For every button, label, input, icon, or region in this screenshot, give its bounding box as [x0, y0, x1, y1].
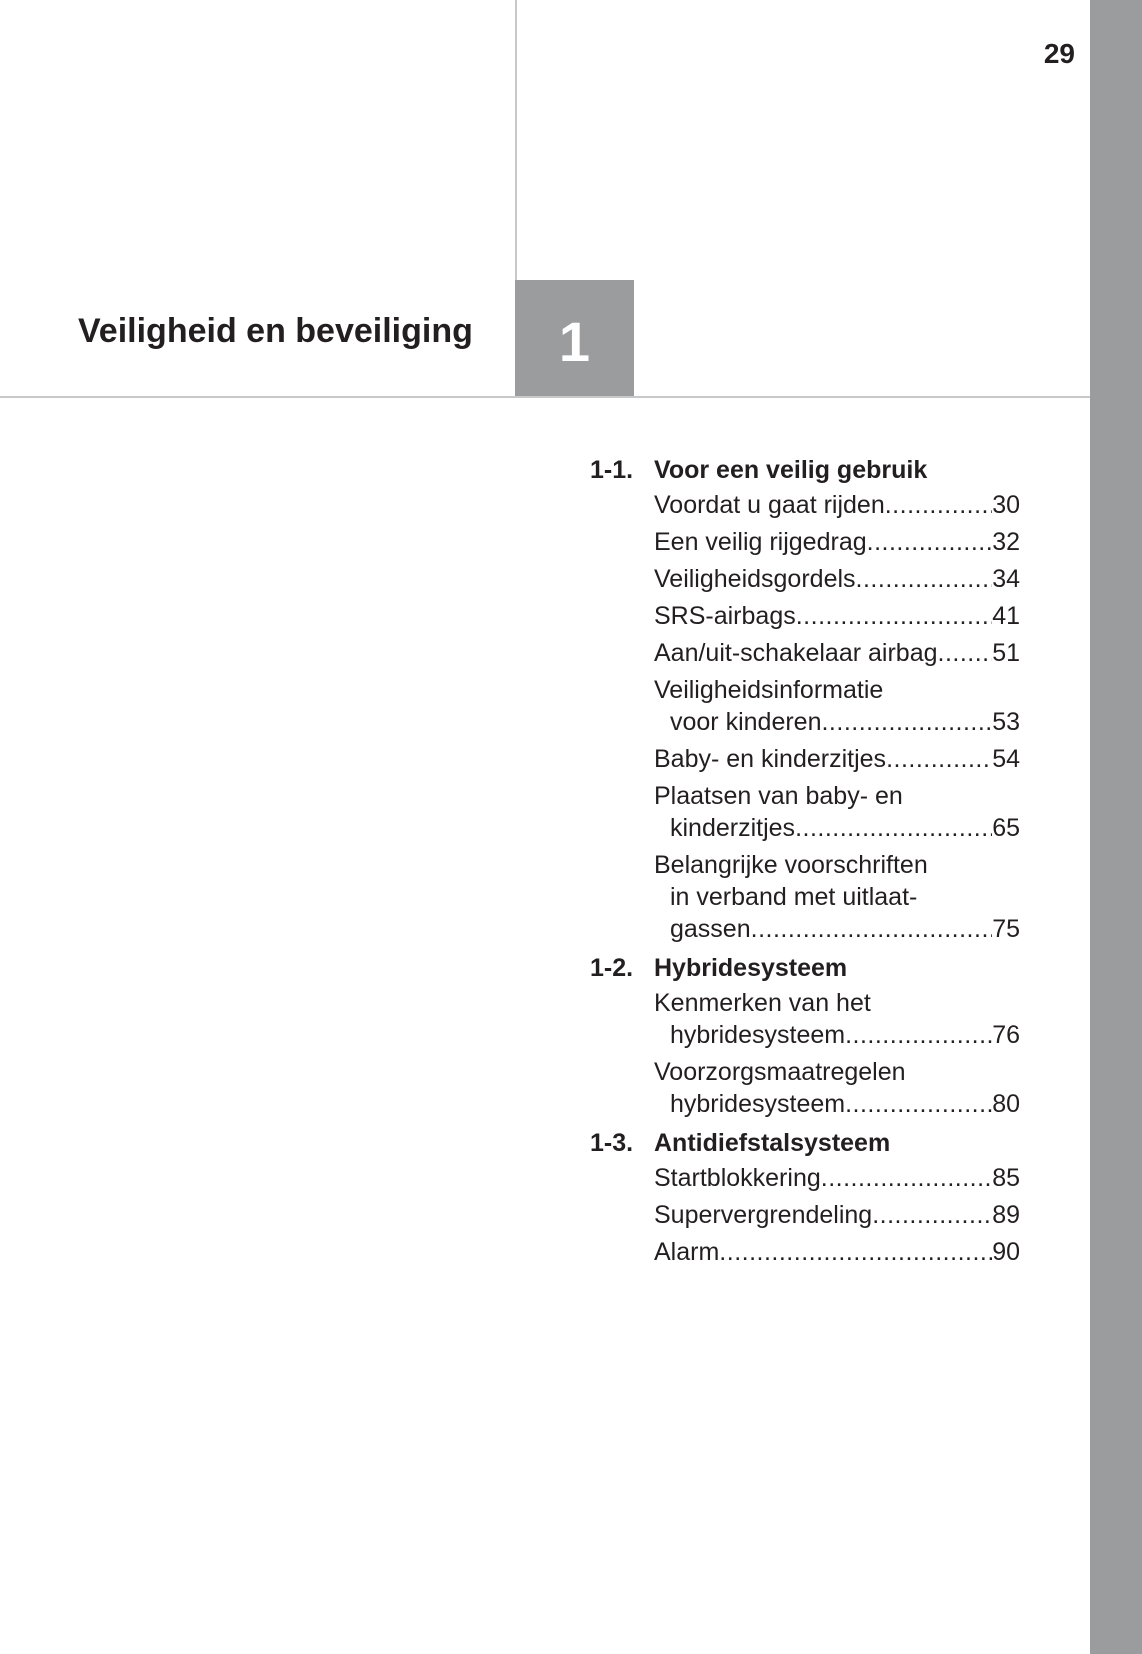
- entry-page-number: 65: [992, 814, 1020, 842]
- dot-leader: [821, 1162, 992, 1194]
- toc-entry[interactable]: [654, 526, 1020, 558]
- entry-page-number: 80: [992, 1090, 1020, 1118]
- toc-entry[interactable]: [654, 637, 1020, 669]
- entry-label: voor kinderen: [670, 708, 822, 736]
- toc-entry[interactable]: [654, 1162, 1020, 1194]
- entry-label: hybridesysteem: [670, 1090, 846, 1118]
- vertical-divider: [515, 0, 517, 280]
- entry-label: Supervergrendeling: [654, 1201, 873, 1229]
- toc-entry[interactable]: [654, 489, 1020, 521]
- toc-entry[interactable]: [654, 674, 1020, 738]
- dot-leader: [872, 1199, 992, 1231]
- entry-page-number: 41: [992, 602, 1020, 630]
- chapter-side-tab: [1090, 0, 1142, 1654]
- toc-entry[interactable]: [654, 563, 1020, 595]
- entry-label: Baby- en kinderzitjes: [654, 745, 887, 773]
- dot-leader: [795, 812, 992, 844]
- entry-text-line: Belangrijke voorschriften: [654, 851, 928, 879]
- entry-page-number: 76: [992, 1021, 1020, 1049]
- entry-text-line: in verband met uitlaat-: [670, 883, 918, 911]
- entry-page-number: 54: [992, 745, 1020, 773]
- entry-label: Alarm: [654, 1238, 720, 1266]
- toc-entry[interactable]: [654, 849, 1020, 945]
- toc-entry[interactable]: [654, 1199, 1020, 1231]
- toc-entry[interactable]: [654, 1236, 1020, 1268]
- entry-text-line: Kenmerken van het: [654, 989, 871, 1017]
- chapter-number: 1: [558, 309, 591, 373]
- entry-page-number: 90: [992, 1238, 1020, 1266]
- dot-leader: [751, 913, 993, 945]
- entry-page-number: 32: [992, 528, 1020, 556]
- toc-section-heading[interactable]: [590, 950, 1020, 987]
- entry-page-number: 30: [992, 491, 1020, 519]
- entry-page-number: 53: [992, 708, 1020, 736]
- dot-leader: [796, 600, 992, 632]
- section-title: Voor een veilig gebruik: [654, 456, 928, 484]
- entry-page-number: 89: [992, 1201, 1020, 1229]
- dot-leader: [821, 706, 992, 738]
- dot-leader: [886, 743, 992, 775]
- section-number: 1-1.: [590, 456, 634, 484]
- toc-section-heading[interactable]: [590, 1125, 1020, 1162]
- entry-label: SRS-airbags: [654, 602, 796, 630]
- entry-label: Voordat u gaat rijden: [654, 491, 885, 519]
- dot-leader: [845, 1088, 992, 1120]
- dot-leader: [719, 1236, 992, 1268]
- entry-label: kinderzitjes: [670, 814, 796, 842]
- section-number: 1-2.: [590, 954, 634, 982]
- chapter-number-box: [515, 280, 634, 396]
- page-number: 29: [1043, 38, 1075, 69]
- entry-page-number: 34: [992, 565, 1020, 593]
- entry-text-line: Veiligheidsinformatie: [654, 676, 884, 704]
- toc-entry[interactable]: [654, 1056, 1020, 1120]
- toc-entry[interactable]: [654, 743, 1020, 775]
- section-number: 1-3.: [590, 1129, 634, 1157]
- toc-entry[interactable]: [654, 600, 1020, 632]
- dot-leader: [885, 489, 992, 521]
- dot-leader: [867, 526, 993, 558]
- horizontal-divider: [0, 396, 1090, 398]
- entry-label: Een veilig rijgedrag: [654, 528, 867, 556]
- section-title: Hybridesysteem: [654, 954, 848, 982]
- chapter-title: Veiligheid en beveiliging: [78, 312, 473, 350]
- entry-text-line: Voorzorgsmaatregelen: [654, 1058, 906, 1086]
- toc-section-heading[interactable]: [590, 452, 1020, 489]
- toc-entry[interactable]: [654, 780, 1020, 844]
- dot-leader: [856, 563, 993, 595]
- entry-page-number: 51: [992, 639, 1020, 667]
- entry-page-number: 85: [992, 1164, 1020, 1192]
- entry-label: gassen: [670, 915, 751, 943]
- dot-leader: [845, 1019, 992, 1051]
- entry-text-line: Plaatsen van baby- en: [654, 782, 903, 810]
- section-title: Antidiefstalsysteem: [654, 1129, 891, 1157]
- dot-leader: [938, 637, 993, 669]
- toc-entry[interactable]: [654, 987, 1020, 1051]
- entry-page-number: 75: [992, 915, 1020, 943]
- entry-label: Veiligheidsgordels: [654, 565, 856, 593]
- entry-label: Startblokkering: [654, 1164, 821, 1192]
- entry-label: hybridesysteem: [670, 1021, 846, 1049]
- table-of-contents: [590, 450, 1020, 1273]
- entry-label: Aan/uit-schakelaar airbag: [654, 639, 938, 667]
